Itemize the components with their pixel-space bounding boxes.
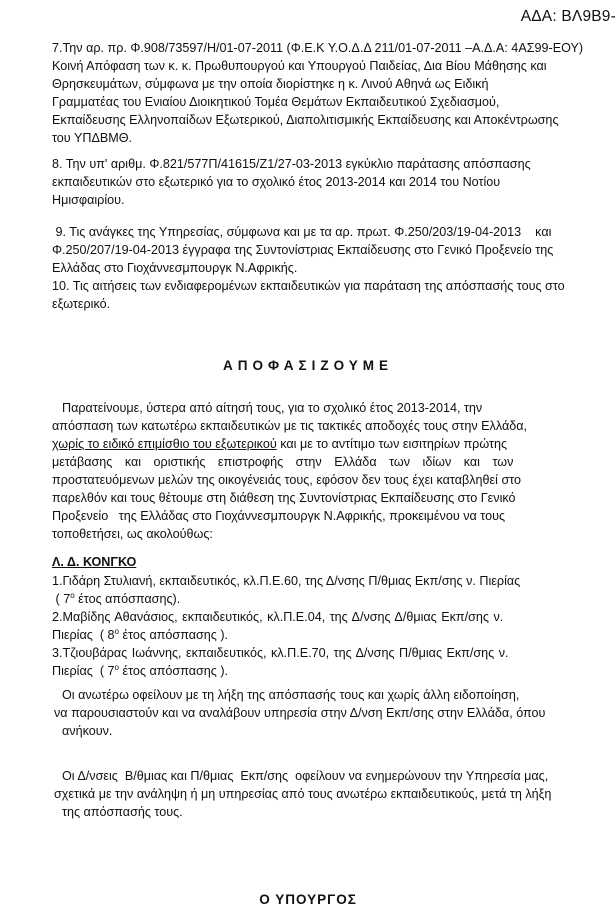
- decision-line: μετάβασης και οριστικής επιστροφής στην Ελλάδα των ιδίων και των: [52, 455, 514, 469]
- item-8-line: 8. Την υπ' αριθμ. Φ.821/577Π/41615/Ζ1/27-03-2013 εγκύκλιο παράτασης απόσπασης: [52, 157, 531, 171]
- decision-underlined-text: χωρίς το ειδικό επιμίσθιο του εξωτερικού: [52, 437, 277, 451]
- item-9-line: Φ.250/207/19-04-2013 έγγραφα της Συντονίστριας Εκπαίδευσης στο Γενικό Προξενείο της: [52, 243, 554, 257]
- teacher-period: Πιερίας ( $8^o$ έτος απόσπασης ).: [52, 626, 229, 642]
- decision-paragraph: [52, 399, 604, 543]
- item-7-line: Κοινή Απόφαση των κ. κ. Πρωθυπουργού και Υπουργού Παιδείας, Δια Βίου Μάθησης και: [52, 59, 547, 73]
- obligation-return-paragraph: [54, 686, 602, 740]
- obligation-line: σχετικά με την ανάληψη ή μη υπηρεσίας από τους ανωτέρω εκπαιδευτικούς, μετά τη λήξη: [54, 787, 552, 801]
- obligation-line: Οι Δ/νσεις Β/θμιας και Π/θμιας Εκπ/σης οφείλουν να ενημερώνουν την Υπηρεσία μας,: [62, 769, 549, 783]
- item-7-paragraph: [52, 39, 604, 147]
- obligation-line: Οι ανωτέρω οφείλουν με τη λήξη της απόσπασής τους και χωρίς άλλη ειδοποίηση,: [62, 688, 520, 702]
- item-7-line: Γραμματέας του Ενιαίου Διοικητικού Τομέα Θεμάτων Εκπαιδευτικού Σχεδιασμού,: [52, 95, 500, 109]
- teacher-line: 3.Τζιουβάρας Ιωάννης, εκπαιδευτικός, κλ.Π.Ε.70, της Δ/νσης Π/θμιας Εκπ/σης ν.: [52, 646, 509, 660]
- minister-signature-title: Ο ΥΠΟΥΡΓΟΣ: [259, 892, 357, 907]
- obligation-line: της απόσπασής τους.: [62, 805, 183, 819]
- teacher-entry: [52, 608, 604, 644]
- teacher-period: ( $7^o$ έτος απόσπασης).: [52, 590, 181, 606]
- item-8-line: Ημισφαιρίου.: [52, 193, 125, 207]
- item-7-line: 7.Την αρ. πρ. Φ.908/73597/Η/01-07-2011 (Φ.Ε.Κ Υ.Ο.Δ.Δ 211/01-07-2011 –Α.Δ.Α: 4ΑΣ99-ΕΟΥ): [52, 41, 584, 55]
- decision-line: τοποθετήσει, ως ακολούθως:: [52, 527, 213, 541]
- decision-heading: ΑΠΟΦΑΣΙΖΟΥΜΕ: [223, 358, 393, 373]
- teacher-period: Πιερίας ( $7^o$ έτος απόσπασης ).: [52, 662, 229, 678]
- ada-code: ΑΔΑ: ΒΛ9Β9-: [520, 8, 616, 25]
- teacher-line: 1.Γιδάρη Στυλιανή, εκπαιδευτικός, κλ.Π.Ε.60, της Δ/νσης Π/θμιας Εκπ/σης ν. Πιερίας: [52, 574, 521, 588]
- decision-line: Προξενείο της Ελλάδας στο Γιοχάννεσμπουργκ Ν.Αφρικής, προκειμένου να τους: [52, 509, 506, 523]
- decision-line: απόσπαση των κατωτέρω εκπαιδευτικών με τις τακτικές αποδοχές τους στην Ελλάδα,: [52, 419, 528, 433]
- item-9-line: 9. Τις ανάγκες της Υπηρεσίας, σύμφωνα και με τα αρ. πρωτ. Φ.250/203/19-04-2013 και: [52, 225, 552, 239]
- item-9-line: Ελλάδας στο Γιοχάννεσμπουργκ Ν.Αφρικής.: [52, 261, 298, 275]
- obligation-notify-paragraph: [54, 767, 602, 821]
- teacher-list: [52, 572, 604, 680]
- item-10-line: εξωτερικό.: [52, 297, 111, 311]
- obligation-line: ανήκουν.: [62, 724, 113, 738]
- item-7-line: Θρησκευμάτων, σύμφωνα με την οποία διορίστηκε η κ. Λινού Αθηνά ως Ειδική: [52, 77, 489, 91]
- teacher-entry: [52, 572, 604, 608]
- obligation-line: να παρουσιαστούν και να αναλάβουν υπηρεσία στην Δ/νση Εκπ/σης στην Ελλάδα, όπου: [54, 706, 546, 720]
- item-10-paragraph: [52, 277, 604, 313]
- decision-line-rest: και με το αντίτιμο των εισιτηρίων πρώτης: [276, 437, 508, 451]
- item-7-line: Εκπαίδευσης Ελληνοπαίδων Εξωτερικού, Διαπολιτισμικής Εκπαίδευσης και Αποκέντρωσης: [52, 113, 559, 127]
- item-8-line: εκπαιδευτικών στο εξωτερικό για το σχολικό έτος 2013-2014 και 2014 του Νοτίου: [52, 175, 501, 189]
- teacher-entry: [52, 644, 604, 680]
- item-9-paragraph: [52, 223, 604, 277]
- decision-line: παρελθόν και τους θέτουμε στη διάθεση της Συντονίστριας Εκπαίδευσης στο Γενικό: [52, 491, 516, 505]
- decision-line: [52, 435, 604, 453]
- decision-line: προστατευόμενων μελών της οικογένειάς τους, εφόσον δεν τους έχει καταβληθεί στο: [52, 473, 522, 487]
- decision-line: Παρατείνουμε, ύστερα από αίτησή τους, για το σχολικό έτος 2013-2014, την: [62, 401, 483, 415]
- item-10-line: 10. Τις αιτήσεις των ενδιαφερομένων εκπαιδευτικών για παράταση της απόσπασής τους στο: [52, 279, 565, 293]
- section-title: Λ. Δ. ΚΟΝΓΚΟ: [52, 555, 137, 569]
- teacher-line: 2.Μαβίδης Αθανάσιος, εκπαιδευτικός, κλ.Π.Ε.04, της Δ/νσης Δ/θμιας Εκπ/σης ν.: [52, 610, 504, 624]
- item-7-line: του ΥΠΔΒΜΘ.: [52, 131, 133, 145]
- item-8-paragraph: [52, 155, 604, 209]
